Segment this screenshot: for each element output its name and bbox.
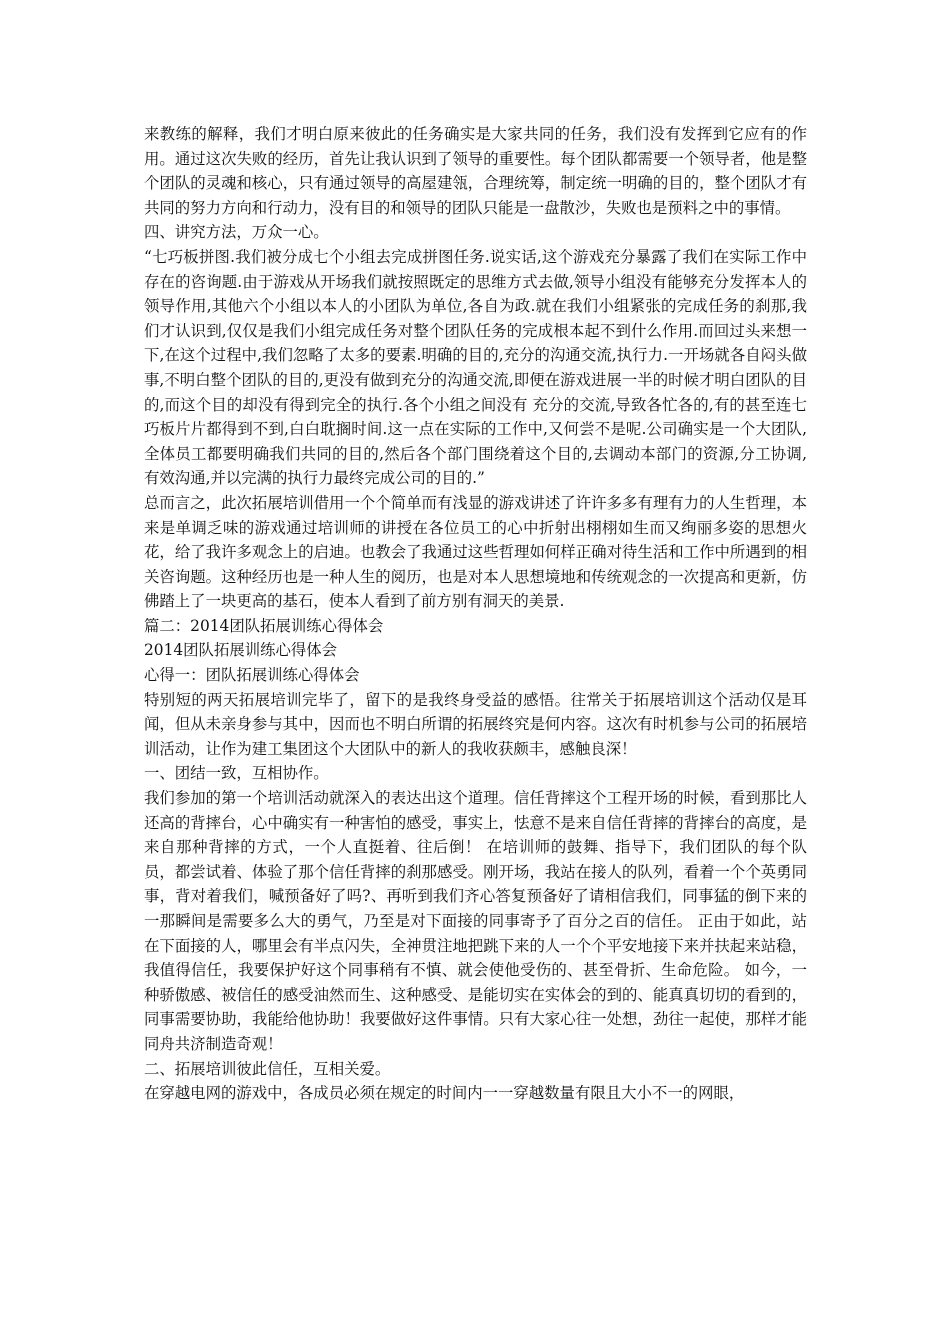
paragraph-tangram: “七巧板拼图.我们被分成七个小组去完成拼图任务.说实话,这个游戏充分暴露了我们在实际工作中存在的咨询题.由于游戏从开场我们就按照既定的思维方式去做,领导小组没有能够充分发挥本人的领导作用,其他六个小组以本人的小团队为单位,各自为政.就在我们小组紧张的完成任务的刹那,我们才认识到,仅仅是我们小组完成任务对整个团队任务的完成根本起不到什么作用.而回过头来想一下,在这个过程中,我们忽略了太多的要素.明确的目的,充分的沟通交流,执行力.一开场就各自闷头做事,不明白整个团队的目的,更没有做到充分的沟通交流,即便在游戏进展一半的时候才明白团队的目的,而这个目的却没有得到完全的执行.各个小组之间没有 充分的交流,导致各忙各的,有的甚至连七巧板片片都得到不到,白白耽搁时间.这一点在实际的工作中,又何尝不是呢.公司确实是一个大团队,全体员工都要明确我们共同的目的,然后各个部门围绕着这个目的,去调动本部门的资源,分工协调,有效沟通,并以完满的执行力最终完成公司的目的.” bbox=[144, 247, 807, 488]
paragraph-leadership: 来教练的解释，我们才明白原来彼此的任务确实是大家共同的任务，我们没有发挥到它应有的作用。通过这次失败的经历，首先让我认识到了领导的重要性。每个团队都需要一个领导者，他是整个团队的灵魂和核心，只有通过领导的高屋建瓴，合理统筹，制定统一明确的目的，整个团队才有共同的努力方向和行动力，没有目的和领导的团队只能是一盘散沙，失败也是预料之中的事情。 bbox=[144, 125, 807, 217]
paragraph-trust-fall: 我们参加的第一个培训活动就深入的表达出这个道理。信任背摔这个工程开场的时候，看到那比人还高的背摔台，心中确实有一种害怕的感受，事实上，怯意不是来自信任背摔的背摔台的高度，是来自那种背摔的方式，一个人直挺着、往后倒！ 在培训师的鼓舞、指导下，我们团队的每个队员，都尝试着、体验了那个信任背摔的刹那感受。刚开场，我站在接人的队列，看着一个个英勇同事，背对着我们，喊预备好了吗?、再听到我们齐心答复预备好了请相信我们，同事猛的倒下来的一那瞬间是需要多么大的勇气，乃至是对下面接的同事寄予了百分之百的信任。 正由于如此，站在下面接的人，哪里会有半点闪失，全神贯注地把跳下来的人一个个平安地接下来并扶起来站稳，我值得信任，我要保护好这个同事稍有不慎、就会使他受伤的、甚至骨折、生命危险。 如今，一种骄傲感、被信任的感受油然而生、这种感受、是能切实在实体会的到的、能真真切切的看到的，同事需要协助，我能给他协助！我要做好这件事情。只有大家心往一处想，劲往一起使，那样才能同舟共济制造奇观！ bbox=[144, 789, 807, 1053]
heading-part-two: 篇二：2014团队拓展训练心得体会 bbox=[144, 616, 384, 635]
paragraph-summary: 总而言之，此次拓展培训借用一个个简单而有浅显的游戏讲述了许许多多有理有力的人生哲理，本来是单调乏味的游戏通过培训师的讲授在各位员工的心中折射出栩栩如生而又绚丽多姿的思想火花，给了我许多观念上的启迪。也教会了我通过这些哲理如何样正确对待生活和工作中所遇到的相关咨询题。这种经历也是一种人生的阅历，也是对本人思想境地和传统观念的一次提高和更新，仿佛踏上了一块更高的基石，使本人看到了前方别有洞天的美景. bbox=[144, 493, 807, 611]
paragraph-spider-web: 在穿越电网的游戏中，各成员必须在规定的时间内一一穿越数量有限且大小不一的网眼， bbox=[144, 1084, 745, 1103]
paragraph-intro: 特别短的两天拓展培训完毕了，留下的是我终身受益的感悟。往常关于拓展培训这个活动仅是耳闻，但从未亲身参与其中，因而也不明白所谓的拓展终究是何内容。这次有时机参与公司的拓展培训活动，让作为建工集团这个大团队中的新人的我收获颇丰，感触良深！ bbox=[144, 690, 807, 758]
heading-title-2014: 2014团队拓展训练心得体会 bbox=[144, 641, 338, 660]
heading-unity: 一、团结一致，互相协作。 bbox=[144, 764, 329, 783]
document-body bbox=[144, 122, 807, 1106]
heading-trust-care: 二、拓展培训彼此信任，互相关爱。 bbox=[144, 1059, 391, 1078]
heading-section-four: 四、讲究方法，万众一心。 bbox=[144, 223, 329, 242]
heading-insight-one: 心得一：团队拓展训练心得体会 bbox=[144, 666, 360, 685]
